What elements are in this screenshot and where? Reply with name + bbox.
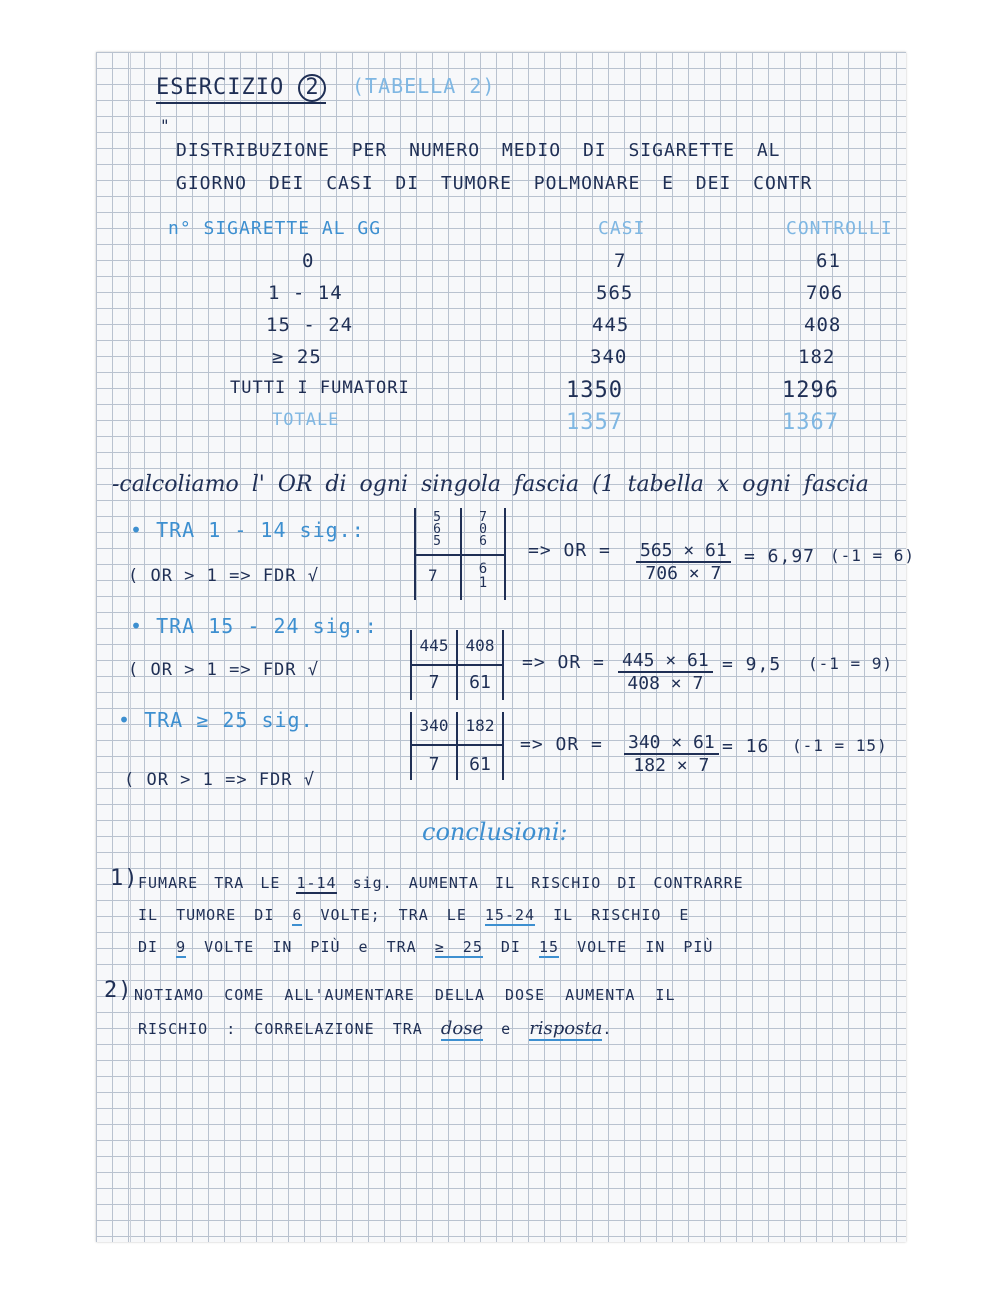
grid-3-c: 7 — [428, 754, 440, 775]
conclusion-1-num: 1) — [110, 866, 139, 891]
section-1-title: • TRA 1 - 14 sig.: — [130, 518, 365, 542]
row-casi-3: 340 — [590, 346, 628, 368]
section-3-numerator: 340 × 61 — [624, 732, 719, 755]
conclusion-1-line-3: DI 9 VOLTE IN PIÙ e TRA ≥ 25 DI 15 VOLTE IN PIÙ — [138, 938, 714, 956]
section-2-prefix: => OR = — [522, 652, 605, 673]
grid-2-c: 7 — [428, 672, 440, 693]
row-label-3: ≥ 25 — [272, 346, 322, 368]
fumatori-controlli: 1296 — [782, 378, 839, 403]
section-3-correction: (-1 = 15) — [792, 736, 888, 755]
totale-casi: 1357 — [566, 410, 623, 435]
grid-2-b: 408 — [465, 636, 495, 655]
totale-label: TOTALE — [272, 410, 340, 430]
section-2-correction: (-1 = 9) — [808, 654, 894, 673]
row-label-2: 15 - 24 — [266, 314, 354, 336]
grid-3-d: 61 — [469, 754, 491, 775]
grid-2-a: 445 — [419, 636, 449, 655]
grid-1-c: 7 — [428, 566, 438, 585]
totale-controlli: 1367 — [782, 410, 839, 435]
conclusion-2-line-2: RISCHIO : CORRELAZIONE TRA dose e risposta. — [138, 1018, 613, 1039]
grid-1-a: 5 6 5 — [433, 510, 441, 549]
grid-1-d: 6 1 — [478, 561, 488, 591]
section-2-result: = 9,5 — [722, 654, 782, 675]
row-casi-0: 7 — [614, 250, 627, 272]
row-casi-2: 445 — [592, 314, 630, 336]
section-1-denominator: 706 × 7 — [645, 563, 722, 584]
conclusion-2-num: 2) — [104, 978, 133, 1003]
exercise-title — [156, 74, 326, 104]
section-1-grid — [414, 508, 506, 600]
section-1-result: = 6,97 — [744, 546, 816, 567]
fumatori-label: TUTTI I FUMATORI — [230, 378, 410, 398]
row-label-0: 0 — [302, 250, 315, 272]
section-3-denominator: 182 × 7 — [633, 755, 710, 776]
section-3-fraction — [624, 732, 719, 776]
section-1-note: ( OR > 1 => FDR √ — [128, 566, 319, 586]
row-casi-1: 565 — [596, 282, 634, 304]
grid-3-a: 340 — [419, 716, 449, 735]
section-3-grid — [410, 712, 504, 780]
conclusion-1-line-1: FUMARE TRA LE 1-14 sig. AUMENTA IL RISCHIO DI CONTRARRE — [138, 874, 744, 892]
margin-line — [130, 52, 131, 1242]
grid-3-b: 182 — [465, 716, 495, 735]
calc-intro: -calcoliamo l' OR di ogni singola fascia (1 tabella x ogni fascia — [112, 472, 869, 497]
section-3-result: = 16 — [722, 736, 770, 757]
table-header-sigarette: n° SIGARETTE AL GG — [168, 218, 382, 239]
conclusion-1-line-2: IL TUMORE DI 6 VOLTE; TRA LE 15-24 IL RISCHIO E — [138, 906, 690, 924]
section-3-note: ( OR > 1 => FDR √ — [124, 770, 315, 790]
section-2-note: ( OR > 1 => FDR √ — [128, 660, 319, 680]
section-2-numerator: 445 × 61 — [618, 650, 713, 673]
grid-2-d: 61 — [469, 672, 491, 693]
section-2-title: • TRA 15 - 24 sig.: — [130, 614, 378, 638]
row-controlli-1: 706 — [806, 282, 844, 304]
section-1-numerator: 565 × 61 — [636, 540, 731, 563]
row-label-1: 1 - 14 — [268, 282, 343, 304]
section-1-fraction — [636, 540, 731, 584]
table-header-casi: CASI — [598, 218, 646, 239]
intro-line-1: DISTRIBUZIONE PER NUMERO MEDIO DI SIGARETTE AL — [176, 140, 781, 161]
section-1-correction: (-1 = 6) — [830, 546, 916, 565]
section-2-grid — [410, 630, 504, 700]
row-controlli-0: 61 — [816, 250, 841, 272]
conclusions-title: conclusioni: — [422, 818, 568, 846]
table-header-controlli: CONTROLLI — [786, 218, 893, 239]
conclusion-2-line-1: NOTIAMO COME ALL'AUMENTARE DELLA DOSE AUMENTA IL — [134, 986, 676, 1004]
quote-mark: " — [160, 116, 171, 135]
exercise-subtitle: (TABELLA 2) — [352, 74, 496, 98]
grid-1-b: 7 0 6 — [479, 510, 487, 549]
exercise-number: 2 — [298, 74, 326, 102]
section-1-prefix: => OR = — [528, 540, 611, 561]
fumatori-casi: 1350 — [566, 378, 623, 403]
section-3-prefix: => OR = — [520, 734, 603, 755]
row-controlli-3: 182 — [798, 346, 836, 368]
intro-line-2: GIORNO DEI CASI DI TUMORE POLMONARE E DEI CONTR — [176, 173, 813, 194]
section-2-denominator: 408 × 7 — [627, 673, 704, 694]
exercise-title-text: ESERCIZIO — [156, 75, 285, 100]
section-2-fraction — [618, 650, 713, 694]
section-3-title: • TRA ≥ 25 sig. — [118, 708, 314, 732]
row-controlli-2: 408 — [804, 314, 842, 336]
